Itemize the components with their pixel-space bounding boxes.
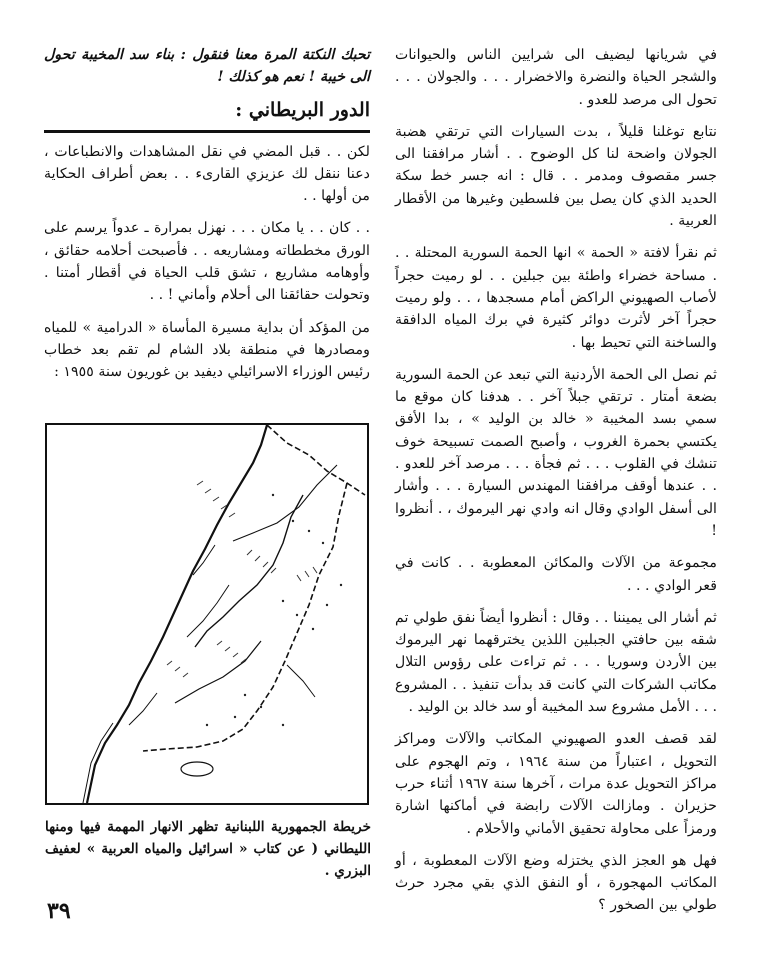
- paragraph: لقد قصف العدو الصهيوني المكاتب والآلات ومراكز التحويل ، اعتباراً من سنة ١٩٦٤ ، وتم الهجوم على مراكز التحويل عدة مرات ، آخرها سنة ١٩٦٧ أثناء حرب حزيران . ومازالت الآلات رابضة في أماكنها اشارة ورمزاً على محاولة تحقيق الأماني والأحلام .: [395, 731, 717, 837]
- paragraph: نتابع توغلنا قليلاً ، بدت السيارات التي ترتقي هضبة الجولان واضحة لنا كل الوضوح . . أشار مرافقنا الى جسر مقصوف ومدمر . . قال : انه جسر خط سكة الحديد الذي كان يصل بين فلسطين وغيرها من الأقطار العربية .: [395, 123, 717, 230]
- paragraph: ثم نقرأ لافتة « الحمة » انها الحمة السورية المحتلة . . . مساحة خضراء واطئة بين جبلين . . لو رميت حجراً لأصاب الصهيوني الراكض أمام مسجدها ، . . ولو رميت حجراً آخر لأثرت دوائر كثيرة في برك المياه الدافقة والساخنة التي تحيط بها .: [395, 245, 717, 351]
- section-heading-block: [44, 99, 370, 135]
- map-of-lebanon-rivers-icon: [47, 425, 367, 803]
- paragraph: ثم نصل الى الحمة الأردنية التي تبعد عن الحمة السورية بضعة أمتار . ترتقي جبلاً آخر . . هدفنا كان موقع ما سمي بسد المخيبة « خالد بن الوليد » ، بدا الأفق يكتسي بحمرة الغروب ، وأصبح الصمت تسبيحة خوف تنشك في القلوب . . . ثم فجأة . . . مرصد آخر للعدو . . . عندها أوقف مرافقنا المهندس السيارة . . . وأشار الى أسفل الوادي وقال انه وادي نهر اليرموك ، . أنظروا !: [395, 366, 717, 539]
- paragraph: فهل هو العجز الذي يختزله وضع الآلات المعطوبة ، أو المكاتب المهجورة ، أو النفق الذي بقي مجرد حرث طولي بين الصخور ؟: [395, 852, 717, 914]
- page-number: ٣٩: [47, 898, 71, 924]
- map-caption: خريطة الجمهورية اللبنانية تظهر الانهار المهمة فيها ومنها الليطاني ( عن كتاب « اسرائيل والمياه العربية » لعفيف البزري .: [45, 819, 371, 879]
- paragraph: . . كان . . يا مكان . . . نهزل بمرارة ـ عدواً يرسم على الورق مخططاته ومشاريعه . . فأصبحت أحلامه حقائق ، وأوهامه مشاريع ، تشق قلب الحياة في أقطار أمتنا . وتحولت حقائقنا الى أحلام وأماني ! . .: [44, 220, 370, 304]
- paragraph: مجموعة من الآلات والمكائن المعطوبة . . كانت في قعر الوادي . . .: [395, 555, 717, 594]
- paragraph: لكن . . قبل المضي في نقل المشاهدات والانطباعات ، دعنا ننقل لك عزيزي القارىء . . بعض أطراف الحكاية من أولها . .: [44, 143, 370, 205]
- heading-underline: [44, 130, 370, 133]
- paragraph: في شريانها ليضيف الى شرايين الناس والحيوانات والشجر الحياة والنضرة والاخضرار . . . والجولان . . . تحول الى مرصد للعدو .: [395, 47, 717, 108]
- paragraph: من المؤكد أن بداية مسيرة المأساة « الدرامية » للمياه ومصادرها في منطقة بلاد الشام لم تقم بعد خطاب رئيس الوزراء الاسرائيلي ديفيد بن غوريون سنة ١٩٥٥ :: [44, 319, 370, 381]
- left-text-column: [44, 44, 370, 394]
- intro-text: تحبك النكتة المرة معنا فنقول : بناء سد المخيبة تحول الى خيبة ! نعم هو كذلك !: [44, 47, 370, 86]
- section-heading: الدور البريطاني :: [235, 98, 370, 121]
- paragraph: ثم أشار الى يميننا . . وقال : أنظروا أيضاً نفق طولي تم شقه بين حافتي الجبلين اللذين يخترقهما نهر اليرموك بين الأردن وسوريا . . . ثم تراءت على رؤوس التلال مكاتب الشركات التي كانت قد بدأت تنفيذ . . المشروع . . . الأمل مشروع سد المخيبة أو سد خالد بن الوليد .: [395, 609, 717, 716]
- right-text-column: [395, 44, 717, 927]
- map-figure: [45, 423, 369, 805]
